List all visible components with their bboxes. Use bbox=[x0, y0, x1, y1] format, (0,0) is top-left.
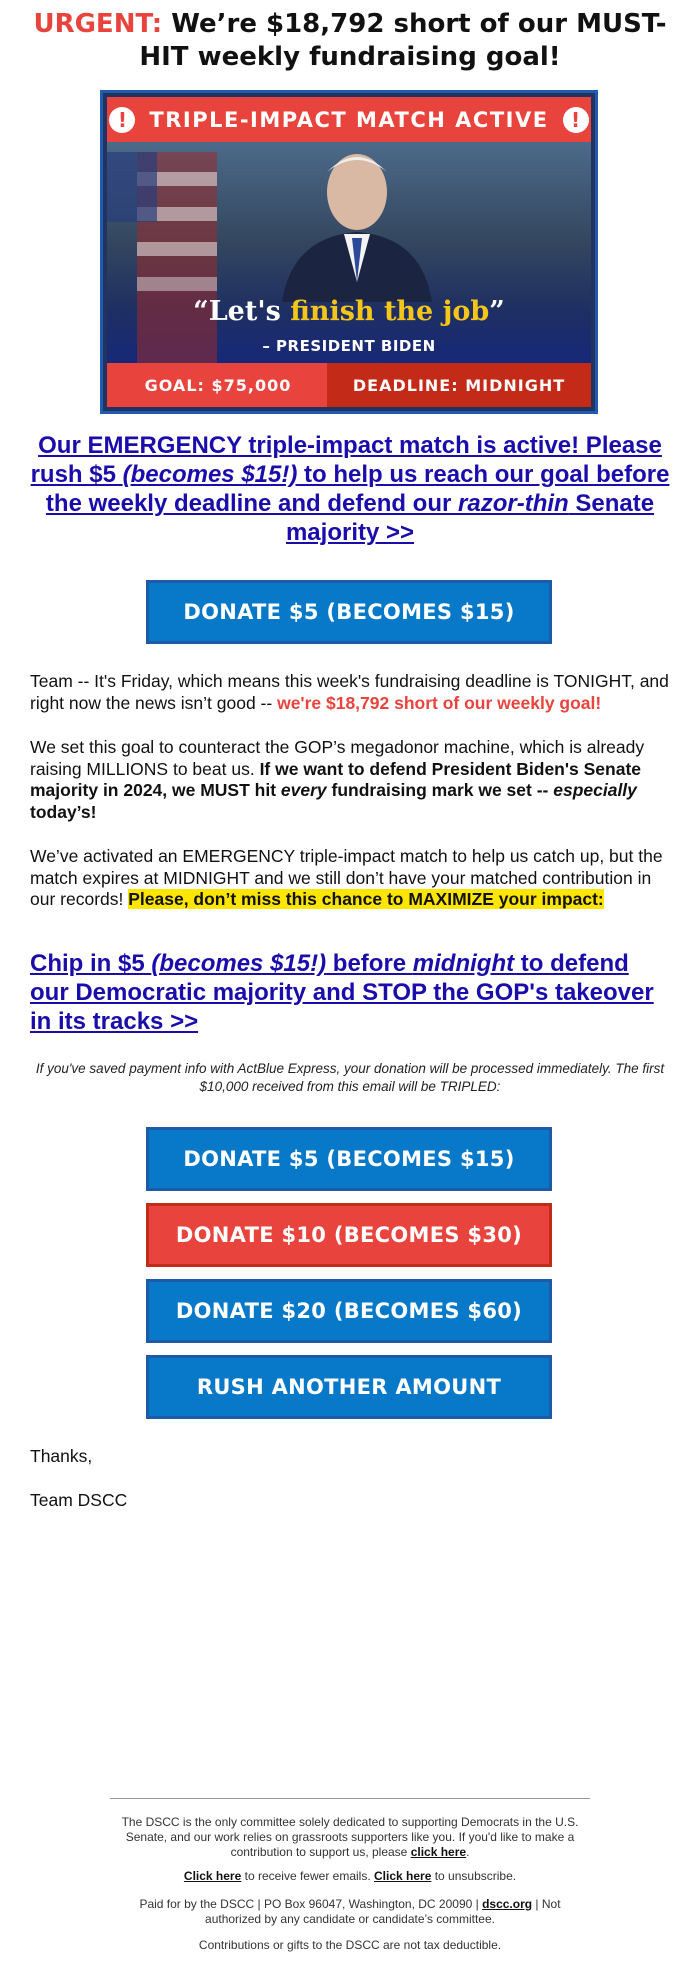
deadline-label: DEADLINE: MIDNIGHT bbox=[327, 363, 591, 407]
para-text: Team -- It's Friday, which means this week's fundraising deadline is TONIGHT, and right now the news isn’t good -- bbox=[30, 671, 669, 713]
quote-close: ” bbox=[489, 296, 505, 327]
paragraph-intro bbox=[30, 671, 670, 714]
goal-label: GOAL: $75,000 bbox=[107, 363, 329, 407]
dscc-org-link[interactable]: dscc.org bbox=[482, 1897, 533, 1911]
paragraph-match bbox=[30, 846, 670, 911]
match-active-text: TRIPLE-IMPACT MATCH ACTIVE bbox=[149, 107, 549, 132]
highlighted-text: Please, don’t miss this chance to MAXIMIZE your impact: bbox=[128, 889, 604, 909]
chip-link-part[interactable]: to defend our Democratic majority and STOP the GOP's takeover in its tracks >> bbox=[30, 950, 654, 1035]
para-text: We set this goal to counteract the GOP’s megadonor machine, which is already raising MILLIONS to beat us. bbox=[30, 737, 645, 779]
chip-in-link[interactable] bbox=[30, 949, 670, 1036]
footer-text: . bbox=[466, 1845, 470, 1859]
alert-icon: ! bbox=[109, 107, 135, 133]
donate-5-button[interactable]: DONATE $5 (BECOMES $15) bbox=[146, 1127, 552, 1191]
person-silhouette-icon bbox=[272, 142, 442, 302]
lead-link-part[interactable]: Our EMERGENCY triple-impact match is active! Please rush $5 bbox=[30, 432, 662, 488]
lead-link-part[interactable]: razor-thin bbox=[458, 490, 569, 517]
actblue-note: If you've saved payment info with ActBlue Express, your donation will be processed immediately. The first $10,000 received from this email will be TRIPLED: bbox=[35, 1061, 665, 1094]
alert-icon: ! bbox=[563, 107, 589, 133]
footer-divider bbox=[110, 1798, 590, 1799]
headline bbox=[20, 8, 680, 74]
quote-open: “Let's bbox=[193, 296, 291, 327]
footer-text: Paid for by the DSCC | PO Box 96047, Washington, DC 20090 | bbox=[139, 1897, 483, 1911]
signoff-thanks: Thanks, bbox=[30, 1446, 93, 1466]
footer-email-prefs bbox=[115, 1869, 585, 1884]
shortfall-text: we're $18,792 short of our weekly goal! bbox=[277, 692, 602, 713]
para-bold: If we want to defend President Biden's Senate majority in 2024, we MUST hit bbox=[30, 758, 642, 800]
quote-attribution: – PRESIDENT BIDEN bbox=[262, 337, 436, 355]
signoff-team: Team DSCC bbox=[30, 1490, 128, 1510]
donate-5-top-button[interactable]: DONATE $5 (BECOMES $15) bbox=[146, 580, 552, 644]
footer-text: to receive fewer emails. bbox=[241, 1869, 374, 1883]
para-bold-italic: every bbox=[280, 780, 327, 800]
chip-link-part[interactable]: (becomes $15!) bbox=[151, 950, 327, 977]
contribute-link[interactable]: click here bbox=[410, 1845, 467, 1859]
quote-gold: finish the job bbox=[290, 296, 490, 327]
footer-text: to unsubscribe. bbox=[431, 1869, 517, 1883]
donate-20-button[interactable]: DONATE $20 (BECOMES $60) bbox=[146, 1279, 552, 1343]
headline-text: We’re $18,792 short of our MUST-HIT weekly fundraising goal! bbox=[139, 9, 667, 72]
paragraph-goal bbox=[30, 737, 670, 823]
para-text: We’ve activated an EMERGENCY triple-impact match to help us catch up, but the match expires at MIDNIGHT and we still don’t have your matched contribution in our records! bbox=[30, 846, 663, 909]
lead-link-part[interactable]: to help us reach our goal before the weekly deadline and defend our bbox=[45, 461, 670, 517]
fewer-emails-link[interactable]: Click here bbox=[183, 1869, 242, 1883]
footer-tax-note: Contributions or gifts to the DSCC are not tax deductible. bbox=[198, 1938, 502, 1952]
american-flag-icon bbox=[107, 152, 227, 366]
footer-text: | Not authorized by any candidate or candidate’s committee. bbox=[205, 1897, 561, 1926]
hero-banner-image[interactable] bbox=[100, 90, 598, 414]
unsubscribe-link[interactable]: Click here bbox=[374, 1869, 432, 1883]
para-bold: fundraising mark we set -- bbox=[326, 780, 554, 800]
footer-about bbox=[115, 1815, 585, 1860]
footer-text: The DSCC is the only committee solely dedicated to supporting Democrats in the U.S. Senate, and our work relies on grassroots supporters like you. If you'd like to make a contribution to support us, please bbox=[121, 1815, 579, 1859]
lead-link-part[interactable]: (becomes $15!) bbox=[122, 461, 298, 488]
chip-link-part[interactable]: before bbox=[326, 950, 413, 977]
president-photo bbox=[107, 142, 591, 366]
footer-paid-for bbox=[115, 1897, 585, 1927]
chip-link-part[interactable]: Chip in $5 bbox=[30, 950, 152, 977]
lead-donate-link[interactable] bbox=[30, 431, 670, 547]
chip-link-part[interactable]: midnight bbox=[412, 950, 515, 977]
quote-text bbox=[107, 296, 591, 327]
lead-link-part[interactable]: Senate majority >> bbox=[285, 490, 655, 546]
match-active-banner bbox=[107, 97, 591, 142]
rush-another-amount-button[interactable]: RUSH ANOTHER AMOUNT bbox=[146, 1355, 552, 1419]
urgent-label: URGENT: bbox=[33, 9, 163, 39]
para-bold-italic: especially bbox=[553, 780, 637, 800]
para-bold: today’s! bbox=[30, 801, 97, 822]
donate-10-button[interactable]: DONATE $10 (BECOMES $30) bbox=[146, 1203, 552, 1267]
